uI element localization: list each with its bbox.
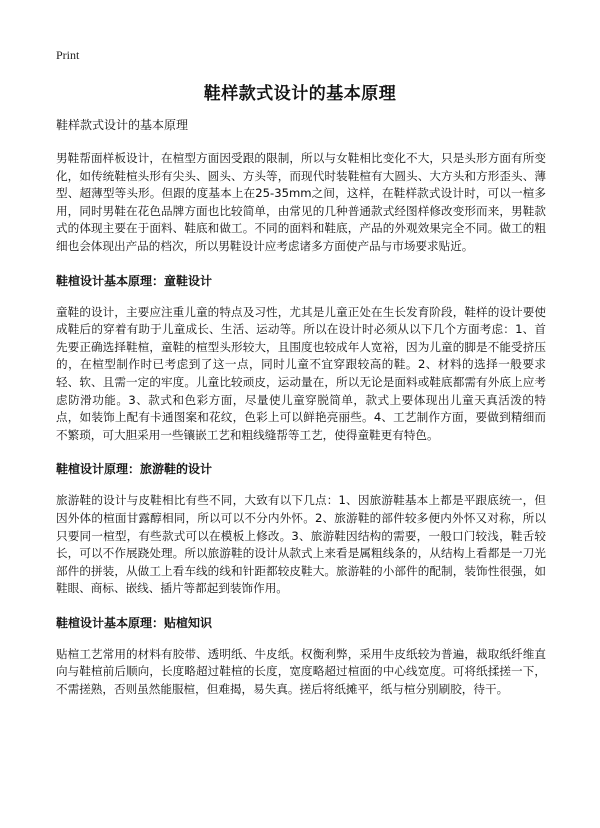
section-body-travel-shoes: 旅游鞋的设计与皮鞋相比有些不同，大致有以下几点：1、因旅游鞋基本上都是平跟底统一，但因外体的楦面甘露醇相同，所以可以不分内外怀。2、旅游鞋的部件较多便内外怀又对称，所以只要同一楦型，有些款式可以在模板上修改。3、旅游鞋因结构的需要，一般口门较浅，鞋舌较长，可以不作展跷处理。所以旅游鞋的设计从款式上来看是属粗线条的，从结构上看都是一刀光部件的拼装，从做工上看车线的线和针距都较皮鞋大。旅游鞋的小部件的配制，装饰性很强，如鞋眼、商标、嵌线、插片等都起到装饰作用。 [56, 493, 546, 596]
section-heading-childrens-shoes: 鞋楦设计基本原理：童鞋设计 [56, 273, 213, 288]
document-title: 鞋样款式设计的基本原理 [203, 84, 397, 104]
section-body-last-taping: 贴楦工艺常用的材料有胶带、透明纸、牛皮纸。权衡利弊，采用牛皮纸较为普遍，裁取纸纤维直向与鞋楦前后顺向，长度略超过鞋楦的长度，宽度略超过楦面的中心线宽度。可将纸揉搓一下，不需搓熟，否则虽然能服楦，但难揭，易失真。搓后将纸摊平，纸与楦分别刷胶，待干。 [56, 646, 546, 697]
document-subtitle: 鞋样款式设计的基本原理 [56, 118, 189, 132]
intro-paragraph: 男鞋帮面样板设计，在楦型方面因受跟的限制，所以与女鞋相比变化不大，只是头形方面有所变化，如传统鞋楦头形有尖头、圆头、方头等，而现代时装鞋楦有大圆头、大方头和方形歪头、薄型、超薄型等头形。但跟的度基本上在25-35mm之间，这样，在鞋样款式设计时，可以一楦多用，同时男鞋在花色品牌方面也比较简单，由常见的几种普通款式经图样修改变形而来，男鞋款式的体现主要在于面料、鞋底和做工。不同的面料和鞋底，产品的外观效果完全不同。做工的粗细也会体现出产品的档次，所以男鞋设计应考虑诸多方面使产品与市场要求贴近。 [56, 151, 546, 253]
section-body-childrens-shoes: 童鞋的设计，主要应注重儿童的特点及习性，尤其是儿童正处在生长发育阶段，鞋样的设计要使成鞋后的穿着有助于儿童成长、生活、运动等。所以在设计时必须从以下几个方面考虑：1、首先要正确选择鞋楦，童鞋的楦型头形较大，且围度也较成年人宽裕，因为儿童的脚是不能受挤压的，在楦型制作时已考虑到了这一点，同时儿童不宜穿跟较高的鞋。2、材料的选择一般要求轻、软、且需一定的牢度。儿童比较顽皮，运动量在，所以无论是面料或鞋底都需有外底上应考虑防滑功能。3、款式和色彩方面，尽量使儿童穿脱简单，款式上要体现出儿童天真活泼的特点，如装饰上配有卡通图案和花纹，色彩上可以鲜艳亮丽些。4、工艺制作方面，要做到精细而不繁琐，可大胆采用一些镶嵌工艺和粗线缝帮等工艺，使得童鞋更有特色。 [56, 304, 546, 442]
print-link[interactable]: Print [56, 48, 80, 62]
document-body [56, 116, 546, 699]
section-heading-travel-shoes: 鞋楦设计原理：旅游鞋的设计 [56, 462, 213, 477]
section-heading-last-taping: 鞋楦设计基本原理：贴楦知识 [56, 615, 213, 630]
